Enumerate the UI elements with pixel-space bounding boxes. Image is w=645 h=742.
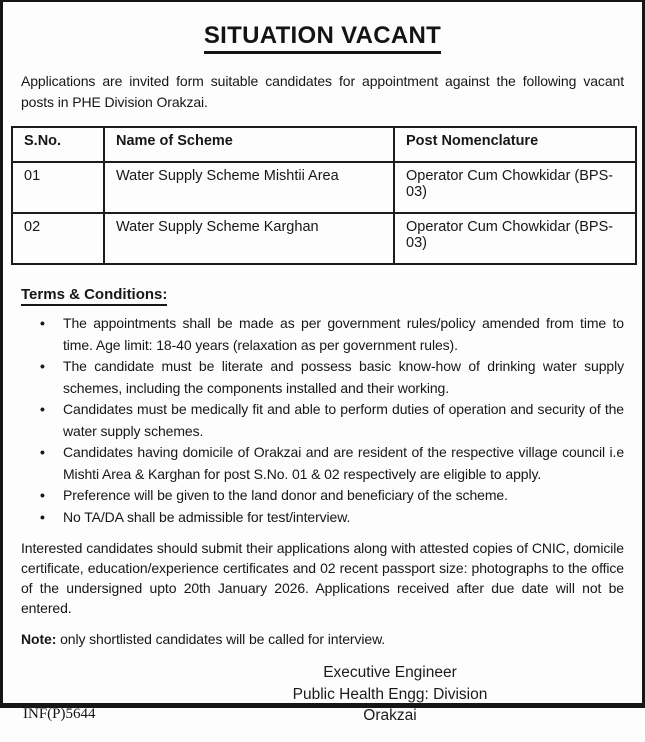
- table-header-sno: S.No.: [12, 127, 104, 162]
- note-label: Note:: [21, 631, 57, 647]
- table-header-row: [12, 127, 636, 162]
- terms-list: [21, 313, 624, 528]
- table-row: [12, 213, 636, 264]
- terms-heading-label: Terms & Conditions:: [21, 286, 167, 306]
- table-cell-scheme: Water Supply Scheme Karghan: [104, 213, 394, 264]
- list-item-text: The appointments shall be made as per government rules/policy amended from time to time. Age limit: 18-40 years (relaxation as per government rules).: [63, 315, 624, 353]
- table-cell-sno: 02: [12, 213, 104, 264]
- table-cell-sno: 01: [12, 162, 104, 213]
- list-item-text: Candidates must be medically fit and able to perform duties of operation and security of the water supply schemes.: [63, 401, 624, 439]
- table-cell-scheme: Water Supply Scheme Mishtii Area: [104, 162, 394, 213]
- table-cell-post: Operator Cum Chowkidar (BPS-03): [394, 162, 636, 213]
- bullet-icon: •: [40, 358, 45, 374]
- notice-document: [3, 22, 642, 723]
- list-item-text: The candidate must be literate and possess basic know-how of drinking water supply schemes, including the components installed and their working.: [63, 358, 624, 396]
- table-cell-post: Operator Cum Chowkidar (BPS-03): [394, 213, 636, 264]
- list-item: [21, 399, 624, 442]
- list-item: [21, 442, 624, 485]
- bullet-icon: •: [40, 401, 45, 417]
- list-item: [21, 356, 624, 399]
- table-row: [12, 162, 636, 213]
- bullet-icon: •: [40, 487, 45, 503]
- closing-paragraph: Interested candidates should submit their applications along with attested copies of CNIC, domicile certificate, education/experience certificates and 02 recent passport size: photographs to the office of the undersigned upto 20th January 2026. Applications received after due date will not be entered.: [21, 540, 624, 616]
- list-item-text: Candidates having domicile of Orakzai and are resident of the respective village council i.e Mishti Area & Karghan for post S.No. 01 & 02 respectively are eligible to apply.: [63, 444, 624, 482]
- list-item-text: No TA/DA shall be admissible for test/interview.: [63, 508, 351, 525]
- terms-heading: [21, 286, 167, 303]
- list-item-text: Preference will be given to the land donor and beneficiary of the scheme.: [63, 487, 508, 503]
- signature-line: Orakzai: [363, 707, 417, 724]
- signature-block: [240, 662, 540, 727]
- bullet-icon: •: [40, 315, 45, 331]
- list-item: [21, 313, 624, 356]
- page-title: SITUATION VACANT: [204, 22, 441, 54]
- vacancy-table: [11, 126, 637, 265]
- title-row: [3, 22, 642, 54]
- bullet-icon: •: [40, 444, 45, 460]
- reference-number: INF(P)5644: [23, 706, 96, 722]
- footer-row: [3, 662, 642, 742]
- list-item: [21, 485, 624, 507]
- table-header-scheme: Name of Scheme: [104, 127, 394, 162]
- note-text: only shortlisted candidates will be called for interview.: [60, 631, 386, 647]
- bullet-icon: •: [40, 508, 45, 525]
- table-header-post: Post Nomenclature: [394, 127, 636, 162]
- note-paragraph: [21, 631, 624, 647]
- signature-line: Executive Engineer: [323, 664, 457, 681]
- intro-paragraph: Applications are invited form suitable candidates for appointment against the following vacant posts in PHE Division Orakzai.: [21, 73, 624, 110]
- list-item: [21, 507, 624, 529]
- signature-line: Public Health Engg: Division: [292, 685, 488, 703]
